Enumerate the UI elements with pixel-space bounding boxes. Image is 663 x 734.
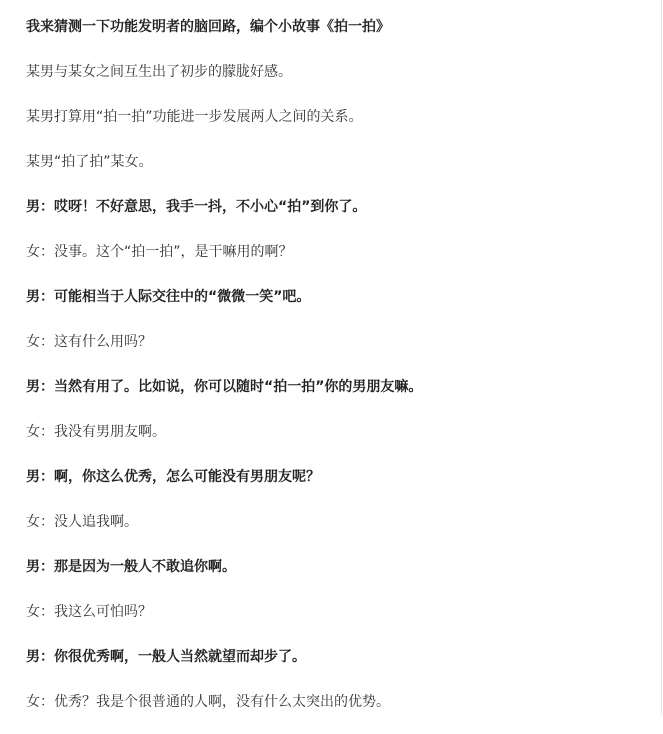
article-paragraph: 女：优秀？我是个很普通的人啊，没有什么太突出的优势。 <box>26 694 390 710</box>
article-paragraph: 女：我这么可怕吗？ <box>26 604 152 620</box>
article-paragraph: 男：可能相当于人际交往中的“微微一笑”吧。 <box>26 289 311 305</box>
article-paragraph: 女：没人追我啊。 <box>26 514 138 530</box>
article-paragraph: 某男打算用“拍一拍”功能进一步发展两人之间的关系。 <box>26 109 363 125</box>
article-paragraph: 某男“拍了拍”某女。 <box>26 154 153 170</box>
article-paragraph: 女：这有什么用吗？ <box>26 334 152 350</box>
article-paragraph: 我来猜测一下功能发明者的脑回路，编个小故事《拍一拍》 <box>26 19 390 35</box>
article-paragraph: 女：我没有男朋友啊。 <box>26 424 166 440</box>
article-paragraph: 某男与某女之间互生出了初步的朦胧好感。 <box>26 64 292 80</box>
article-paragraph: 男：那是因为一般人不敢追你啊。 <box>26 559 236 575</box>
article-paragraph: 男：哎呀！不好意思，我手一抖，不小心“拍”到你了。 <box>26 199 367 215</box>
article-paragraph: 男：啊，你这么优秀，怎么可能没有男朋友呢？ <box>26 469 320 485</box>
article-body <box>26 14 646 734</box>
article-paragraph: 男：当然有用了。比如说，你可以随时“拍一拍”你的男朋友嘛。 <box>26 379 423 395</box>
article-paragraph: 男：你很优秀啊，一般人当然就望而却步了。 <box>26 649 306 665</box>
article-paragraph: 女：没事。这个“拍一拍”，是干嘛用的啊？ <box>26 244 293 260</box>
